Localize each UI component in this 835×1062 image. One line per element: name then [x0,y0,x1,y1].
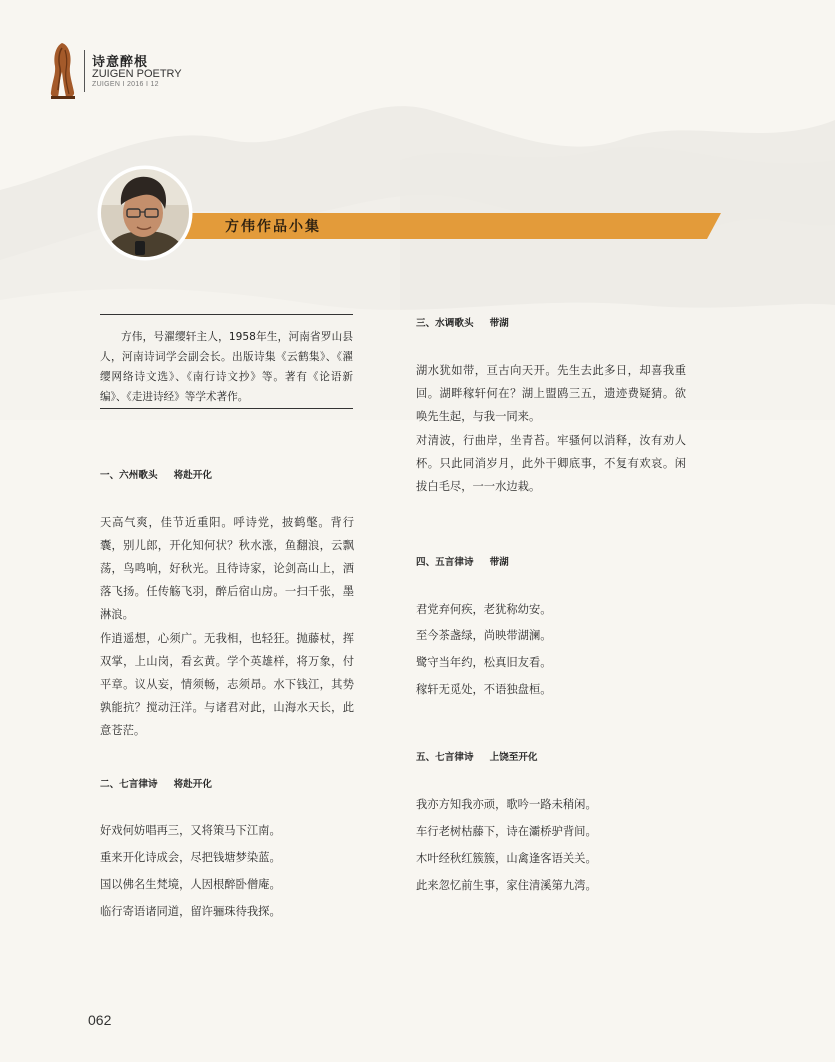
brand-title: 诗意醉根 [92,55,149,70]
poem-paragraph: 天高气爽，佳节近重阳。呼诗党，披鹤氅。背行囊，别儿郎，开化知何状？秋水涨，鱼翻浪，云飘荡，鸟鸣响，好秋光。且待诗家，论剑高山上，酒落飞扬。任传觞飞羽，醉后宿山房。一扫千张，墨淋浪。 [100,516,354,621]
bio-bottom-rule [100,408,353,409]
poem-subtitle: 上饶至开化 [489,752,538,763]
poem-subtitle: 带湖 [489,557,509,568]
poem-line: 鹭守当年约，松真旧友看。 [416,656,552,669]
author-portrait [97,165,193,261]
poem-line: 好戏何妨唱再三，又将策马下江南。 [100,824,281,837]
page-number: 062 [88,1012,112,1028]
poem-4-heading [416,554,509,568]
poem-5-heading [416,749,538,763]
poem-line: 至今茶盏绿，尚映带湖澜。 [416,629,552,642]
poem-title: 三、水调歌头 [416,318,474,329]
section-banner [180,213,721,239]
poem-line: 车行老树枯藤下，诗在灞桥驴背间。 [416,825,597,838]
poem-paragraph: 作逍遥想，心须广。无我相，也轻狂。抛藤杖，挥双掌，上山岗，看玄黄。学个英雄样，将万象，付平章。议从妄，情须畅，志须昂。水下钱江，其势孰能抗？搅动汪洋。与诸君对此，山海水天长，此意苍茫。 [100,632,354,737]
poem-paragraph: 对清波，行曲岸，坐青苔。牢骚何以消释，汝有劝人杯。只此同消岁月，此外干卿底事，不复有欢哀。闲拔白毛尽，一一水边栽。 [416,434,686,493]
poem-line: 我亦方知我亦顽，歌吟一路未稍闲。 [416,798,597,811]
poem-title: 四、五言律诗 [416,557,474,568]
brand-subtitle: ZUIGEN POETRY [92,68,182,80]
poem-line: 国以佛名生梵境，人因根醉卧僧庵。 [100,878,281,891]
poem-line: 此来忽忆前生事，家住清溪第九湾。 [416,879,597,892]
bio-top-rule [100,314,353,315]
poem-line: 重来开化诗成会，尽把钱塘梦染蓝。 [100,851,281,864]
section-title: 方伟作品小集 [225,219,321,235]
logo-divider [84,50,85,92]
issue-label: ZUIGEN I 2016 I 12 [92,81,159,88]
poem-2-heading [100,776,212,790]
poem-subtitle: 将赴开化 [173,470,212,481]
poem-title: 五、七言律诗 [416,752,474,763]
poem-3-heading [416,315,509,329]
poem-1-heading [100,467,212,481]
root-sculpture-logo [48,40,78,100]
poem-line: 稼轩无觅处，不语独盘桓。 [416,683,552,696]
poem-title: 一、六州歌头 [100,470,158,481]
poem-paragraph: 湖水犹如带，亘古向天开。先生去此多日，却喜我重回。湖畔稼轩何在？湖上盟鸥三五，遗迹费疑猜。欲唤先生起，与我一同来。 [416,364,686,423]
author-bio: 方伟，号濯缨轩主人，1958年生，河南省罗山县人，河南诗词学会副会长。出版诗集《云鹤集》、《濯缨网络诗文选》、《南行诗文抄》等。著有《论语新编》、《走进诗经》等学术著作。 [100,331,353,403]
poem-line: 临行寄语诸同道，留许骊珠待我探。 [100,905,281,918]
poem-subtitle: 将赴开化 [173,779,212,790]
poem-line: 君党弃何疾，老犹称幼安。 [416,603,552,616]
poem-title: 二、七言律诗 [100,779,158,790]
poem-line: 木叶经秋红簇簇，山禽逢客语关关。 [416,852,597,865]
poem-subtitle: 带湖 [489,318,509,329]
